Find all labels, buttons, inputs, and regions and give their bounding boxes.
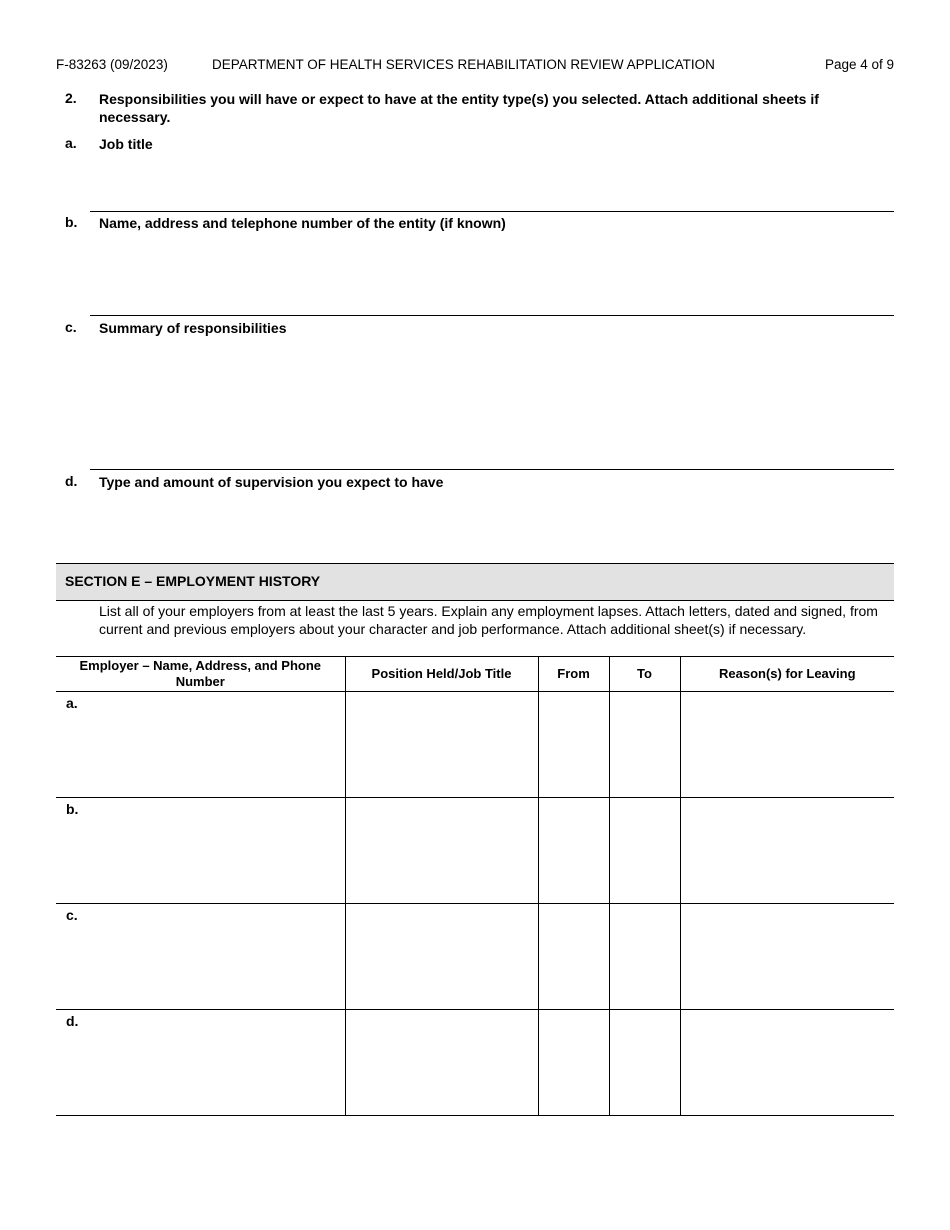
item-c-letter: c. bbox=[65, 319, 77, 335]
item-b-letter: b. bbox=[65, 214, 78, 230]
row-letter: a. bbox=[66, 695, 78, 711]
table-row bbox=[56, 692, 894, 798]
divider bbox=[90, 469, 894, 470]
supervision-field[interactable] bbox=[90, 493, 894, 561]
employer-cell[interactable] bbox=[56, 904, 345, 1010]
section-e-title: SECTION E – EMPLOYMENT HISTORY bbox=[65, 573, 321, 589]
column-header-from: From bbox=[538, 657, 609, 692]
from-cell[interactable] bbox=[538, 904, 609, 1010]
position-cell[interactable] bbox=[345, 798, 538, 904]
position-cell[interactable] bbox=[345, 1010, 538, 1116]
position-cell[interactable] bbox=[345, 692, 538, 798]
from-cell[interactable] bbox=[538, 1010, 609, 1116]
table-row bbox=[56, 904, 894, 1010]
employment-history-table bbox=[56, 656, 894, 1116]
to-cell[interactable] bbox=[609, 798, 680, 904]
question-number: 2. bbox=[65, 90, 77, 106]
job-title-label: Job title bbox=[99, 136, 153, 152]
page-number: Page 4 of 9 bbox=[824, 57, 894, 72]
divider bbox=[90, 211, 894, 212]
form-title: DEPARTMENT OF HEALTH SERVICES REHABILITATION REVIEW APPLICATION bbox=[212, 57, 715, 72]
column-header-employer: Employer – Name, Address, and Phone Number bbox=[56, 657, 345, 692]
row-letter: c. bbox=[66, 907, 78, 923]
reason-cell[interactable] bbox=[680, 1010, 894, 1116]
responsibilities-label: Summary of responsibilities bbox=[99, 320, 287, 336]
item-d-letter: d. bbox=[65, 473, 78, 489]
reason-cell[interactable] bbox=[680, 904, 894, 1010]
job-title-field[interactable] bbox=[90, 155, 894, 210]
form-number: F-83263 (09/2023) bbox=[56, 57, 168, 72]
reason-cell[interactable] bbox=[680, 798, 894, 904]
supervision-label: Type and amount of supervision you expect to have bbox=[99, 474, 444, 490]
table-row bbox=[56, 798, 894, 904]
employer-cell[interactable] bbox=[56, 798, 345, 904]
column-header-to: To bbox=[609, 657, 680, 692]
to-cell[interactable] bbox=[609, 1010, 680, 1116]
table-header-row bbox=[56, 657, 894, 692]
item-a-letter: a. bbox=[65, 135, 77, 151]
from-cell[interactable] bbox=[538, 692, 609, 798]
column-header-reason: Reason(s) for Leaving bbox=[680, 657, 894, 692]
from-cell[interactable] bbox=[538, 798, 609, 904]
responsibilities-field[interactable] bbox=[90, 339, 894, 468]
divider bbox=[90, 315, 894, 316]
section-e-instructions: List all of your employers from at least the last 5 years. Explain any employment lapses. Attach letters, dated and signed, from current and previous employers about your character and job performance. Attach additional sheet(s) if necessary. bbox=[99, 603, 878, 637]
row-letter: d. bbox=[66, 1013, 79, 1029]
column-header-position: Position Held/Job Title bbox=[345, 657, 538, 692]
entity-info-field[interactable] bbox=[90, 234, 894, 314]
reason-cell[interactable] bbox=[680, 692, 894, 798]
position-cell[interactable] bbox=[345, 904, 538, 1010]
section-e-header bbox=[56, 563, 894, 601]
to-cell[interactable] bbox=[609, 692, 680, 798]
question-text: Responsibilities you will have or expect to have at the entity type(s) you selected. Attach additional sheets if necessary. bbox=[99, 91, 819, 125]
employer-cell[interactable] bbox=[56, 692, 345, 798]
to-cell[interactable] bbox=[609, 904, 680, 1010]
entity-info-label: Name, address and telephone number of the entity (if known) bbox=[99, 215, 506, 231]
table-row bbox=[56, 1010, 894, 1116]
employer-cell[interactable] bbox=[56, 1010, 345, 1116]
row-letter: b. bbox=[66, 801, 79, 817]
